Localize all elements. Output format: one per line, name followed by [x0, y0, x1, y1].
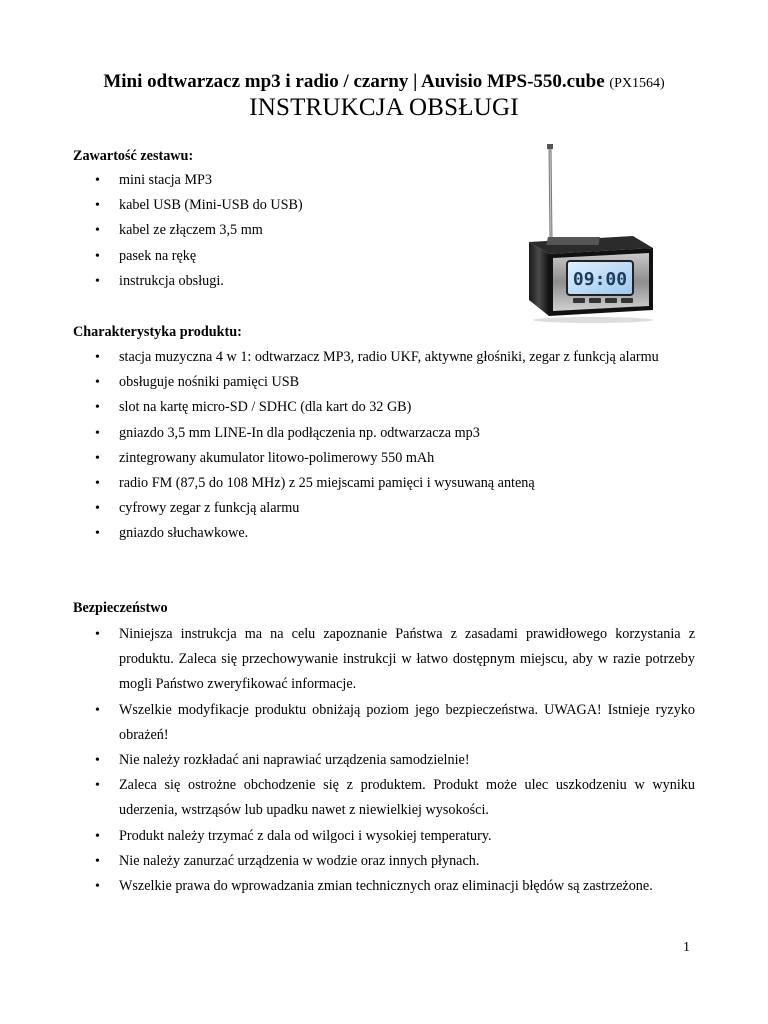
list-item: • Wszelkie prawa do wprowadzania zmian technicznych oraz eliminacji błędów są zastrzeżone.	[0, 874, 768, 899]
bullet-icon: •	[95, 450, 100, 466]
bullet-icon: •	[95, 828, 100, 844]
safety-list	[0, 622, 768, 899]
list-item: • kabel USB (Mini-USB do USB)	[0, 193, 768, 218]
bullet-icon: •	[95, 223, 100, 239]
bullet-icon: •	[95, 526, 100, 542]
list-item: • cyfrowy zegar z funkcją alarmu	[0, 496, 768, 521]
bullet-icon: •	[95, 198, 100, 214]
list-item: • Niniejsza instrukcja ma na celu zapoznanie Państwa z zasadami prawidłowego korzystania z produktu. Zaleca się przechowywanie instrukcji w łatwo dostępnym miejscu, aby w razie potrzeby mogli Państwo zweryfikować informacje.	[0, 622, 768, 698]
bullet-icon: •	[95, 375, 100, 391]
product-name: Mini odtwarzacz mp3 i radio / czarny | Auvisio MPS-550.cube	[103, 71, 605, 92]
list-item: • Zaleca się ostrożne obchodzenie się z produktem. Produkt może ulec uszkodzeniu w wyniku uderzenia, wstrząsów lub upadku nawet z niewielkiej wysokości.	[0, 773, 768, 823]
list-item: • kabel ze złączem 3,5 mm	[0, 218, 768, 243]
list-item: • pasek na rękę	[0, 244, 768, 269]
cube-side	[529, 242, 549, 316]
list-item: • Wszelkie modyfikacje produktu obniżają poziom jego bezpieczeństwa. UWAGA! Istnieje ryzyko obrażeń!	[0, 698, 768, 748]
list-item: • instrukcja obsługi.	[0, 269, 768, 294]
list-item: • zintegrowany akumulator litowo-polimerowy 550 mAh	[0, 446, 768, 471]
display-time: 09:00	[572, 269, 628, 290]
safety-heading: Bezpieczeństwo	[73, 600, 168, 616]
list-item: • Nie należy zanurzać urządzenia w wodzie oraz innych płynach.	[0, 849, 768, 874]
bullet-icon: •	[95, 400, 100, 416]
list-item: • slot na kartę micro-SD / SDHC (dla kart do 32 GB)	[0, 395, 768, 420]
bullet-icon: •	[95, 853, 100, 869]
list-item: • Produkt należy trzymać z dala od wilgoci i wysokiej temperatury.	[0, 824, 768, 849]
bullet-icon: •	[95, 425, 100, 441]
features-list	[0, 345, 768, 547]
list-item: • mini stacja MP3	[0, 168, 768, 193]
list-item: • gniazdo słuchawkowe.	[0, 521, 768, 546]
list-item: • gniazdo 3,5 mm LINE-In dla podłączenia np. odtwarzacza mp3	[0, 421, 768, 446]
page-number: 1	[683, 940, 690, 955]
document-subtitle: INSTRUKCJA OBSŁUGI	[249, 94, 519, 121]
list-item: • stacja muzyczna 4 w 1: odtwarzacz MP3, radio UKF, aktywne głośniki, zegar z funkcją alarmu	[0, 345, 768, 370]
bullet-icon: •	[95, 778, 100, 794]
product-code: (PX1564)	[609, 76, 665, 91]
bullet-icon: •	[95, 350, 100, 365]
list-item: • Nie należy rozkładać ani naprawiać urządzenia samodzielnie!	[0, 748, 768, 773]
bullet-icon: •	[95, 879, 100, 895]
bullet-icon: •	[95, 476, 100, 492]
list-item: • radio FM (87,5 do 108 MHz) z 25 miejscami pamięci i wysuwaną anteną	[0, 471, 768, 496]
bullet-icon: •	[95, 501, 100, 517]
contents-heading: Zawartość zestawu:	[73, 148, 194, 164]
bullet-icon: •	[95, 173, 100, 188]
product-image	[515, 140, 675, 325]
bullet-icon: •	[95, 753, 100, 769]
bullet-icon: •	[95, 702, 100, 718]
bullet-icon: •	[95, 273, 100, 289]
bullet-icon: •	[95, 627, 100, 642]
bullet-icon: •	[95, 248, 100, 264]
features-heading: Charakterystyka produktu:	[73, 324, 242, 340]
list-item: • obsługuje nośniki pamięci USB	[0, 370, 768, 395]
